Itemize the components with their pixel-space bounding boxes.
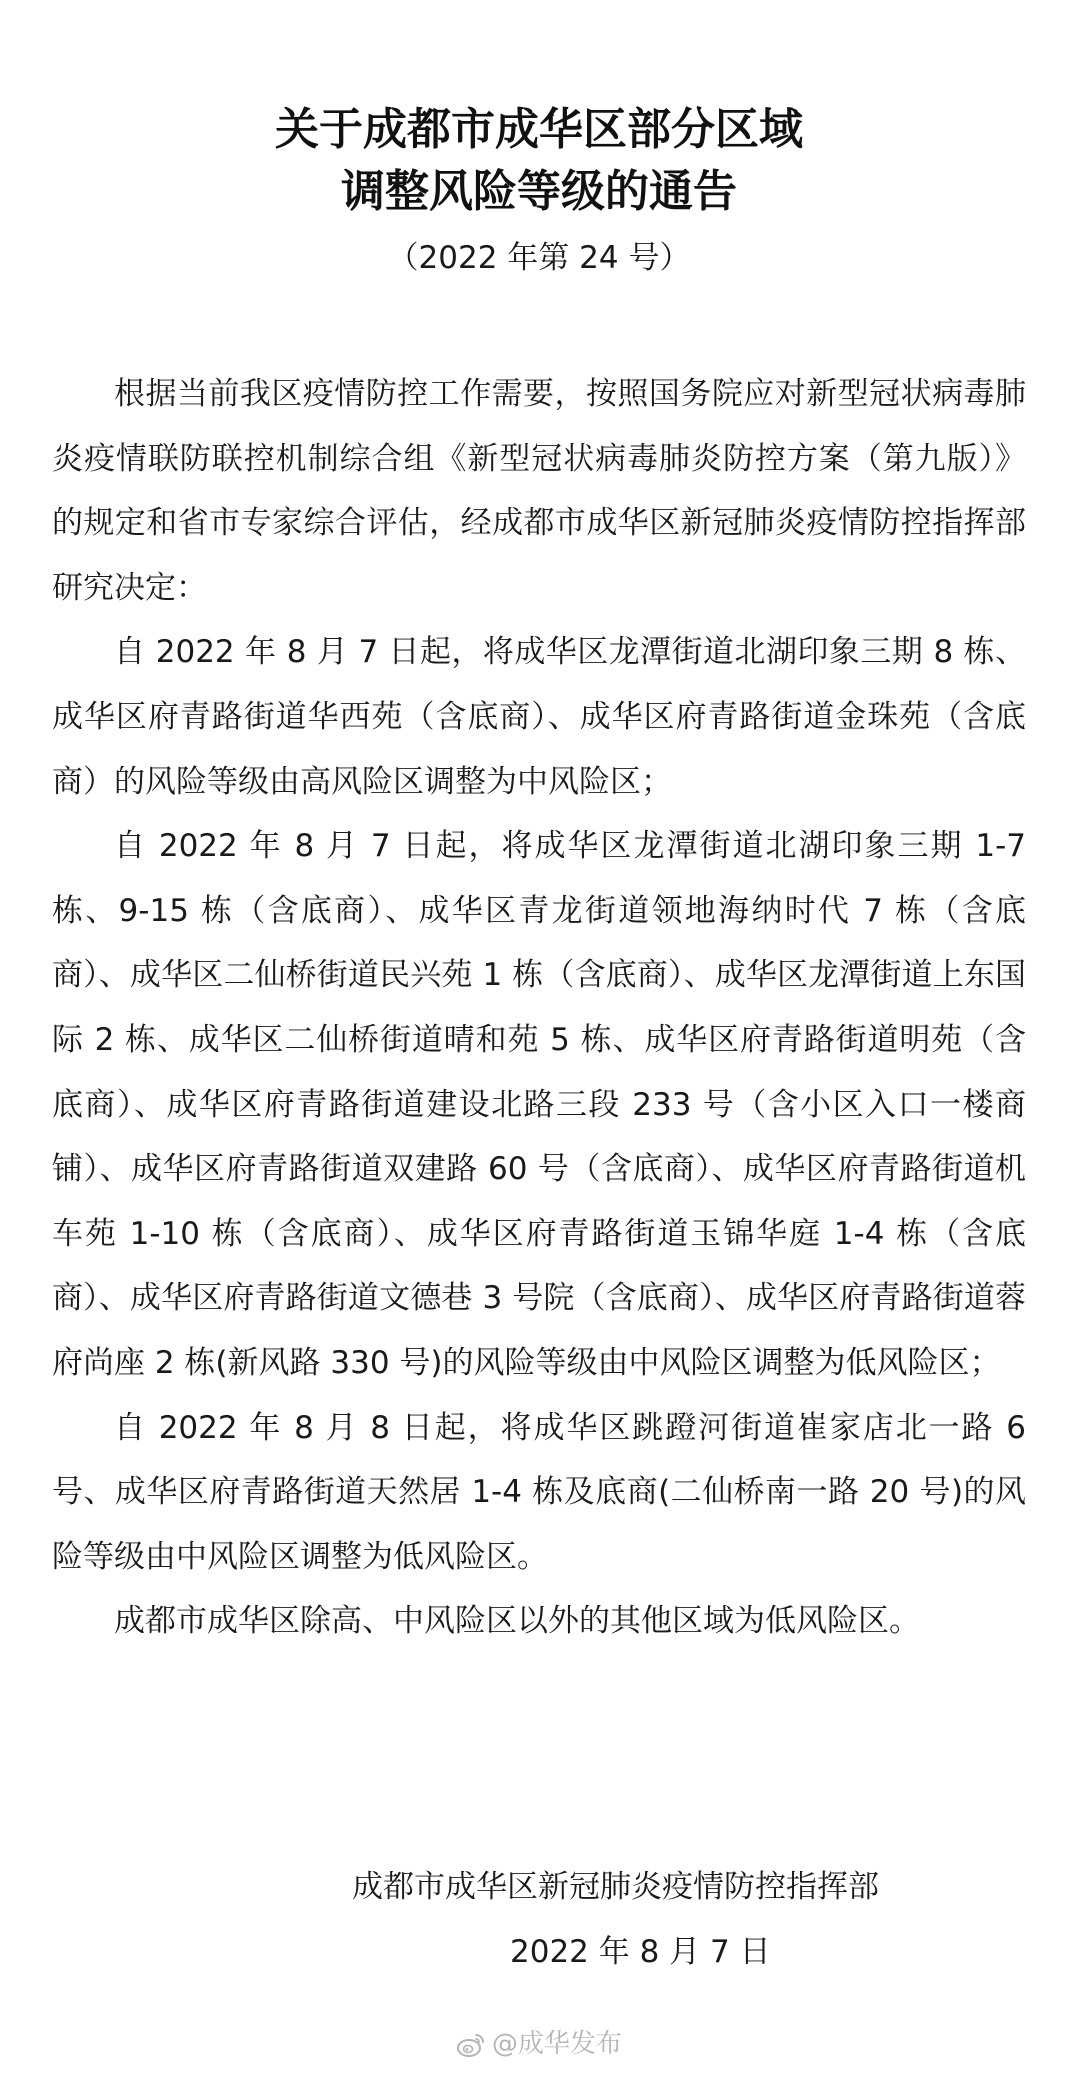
signature-date: 2022 年 8 月 7 日 <box>510 1934 771 1970</box>
notice-body <box>52 362 1026 1654</box>
document-number: （2022 年第 24 号） <box>387 240 691 276</box>
watermark-text: @成华发布 <box>491 2029 622 2059</box>
weibo-icon <box>456 2032 486 2058</box>
paragraph-intro: 根据当前我区疫情防控工作需要，按照国务院应对新型冠状病毒肺炎疫情联防联控机制综合组《新型冠状病毒肺炎防控方案（第九版）》的规定和省市专家综合评估，经成都市成华区新冠肺炎疫情防控指挥部研究决定： <box>52 376 1026 606</box>
watermark <box>0 2026 1078 2062</box>
paragraph-medium-to-low-aug8: 自 2022 年 8 月 8 日起，将成华区跳蹬河街道崔家店北一路 6 号、成华区府青路街道天然居 1-4 栋及底商(二仙桥南一路 20 号)的风险等级由中风险区调整为低风险区。 <box>52 1409 1026 1575</box>
signature-organization: 成都市成华区新冠肺炎疫情防控指挥部 <box>352 1869 879 1905</box>
paragraph-medium-to-low-aug7: 自 2022 年 8 月 7 日起，将成华区龙潭街道北湖印象三期 1-7 栋、9-15 栋（含底商）、成华区青龙街道领地海纳时代 7 栋（含底商）、成华区二仙桥街道民兴苑 1 栋（含底商）、成华区龙潭街道上东国际 2 栋、成华区二仙桥街道晴和苑 5 栋、成华区府青路街道明苑（含底商）、成华区府青路街道建设北路三段 233 号（含小区入口一楼商铺）、成华区府青路街道双建路 60 号（含底商）、成华区府青路街道机车苑 1-10 栋（含底商）、成华区府青路街道玉锦华庭 1-4 栋（含底商）、成华区府青路街道文德巷 3 号院（含底商）、成华区府青路街道蓉府尚座 2 栋(新风路 330 号)的风险等级由中风险区调整为低风险区； <box>52 828 1026 1381</box>
notice-title-line-2: 调整风险等级的通告 <box>341 166 737 217</box>
paragraph-other-areas: 成都市成华区除高、中风险区以外的其他区域为低风险区。 <box>114 1603 920 1640</box>
paragraph-high-to-medium: 自 2022 年 8 月 7 日起，将成华区龙潭街道北湖印象三期 8 栋、成华区府青路街道华西苑（含底商）、成华区府青路街道金珠苑（含底商）的风险等级由高风险区调整为中风险区； <box>52 634 1026 800</box>
notice-title-line-1: 关于成都市成华区部分区域 <box>275 104 803 155</box>
